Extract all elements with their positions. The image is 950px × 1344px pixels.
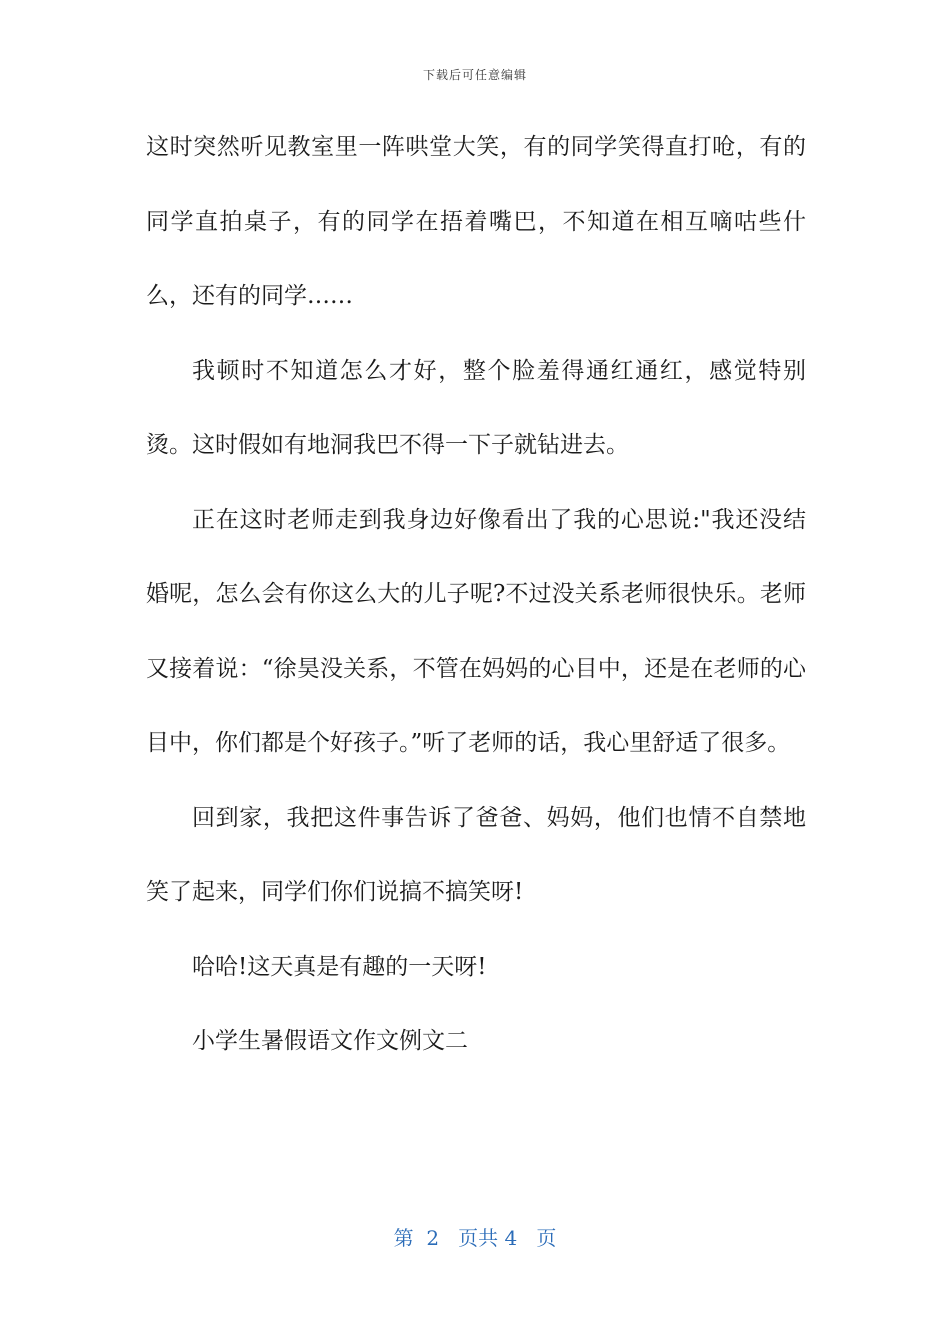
- page-header: 下载后可任意编辑: [422, 68, 527, 82]
- paragraph-6: 小学生暑假语文作文例文二: [192, 1028, 468, 1054]
- paragraph-1: 这时突然听见教室里一阵哄堂大笑，有的同学笑得直打呛，有的同学直拍桌子，有的同学在捂着嘴巴，不知道在相互嘀咕些什么，还有的同学……: [146, 134, 806, 309]
- page-number: 第 2 页共 4 页: [393, 1226, 557, 1250]
- paragraph-4: 回到家，我把这件事告诉了爸爸、妈妈，他们也情不自禁地笑了起来，同学们你们说搞不搞笑呀!: [146, 804, 806, 905]
- paragraph-5: 哈哈!这天真是有趣的一天呀!: [192, 953, 487, 980]
- paragraph-3: 正在这时老师走到我身边好像看出了我的心思说:"我还没结婚呢，怎么会有你这么大的儿子呢?不过没关系老师很快乐。老师又接着说：“徐昊没关系，不管在妈妈的心目中，还是在老师的心目中，你们都是个好孩子。”听了老师的话，我心里舒适了很多。: [146, 506, 806, 756]
- document-body: [146, 110, 806, 1079]
- paragraph-2: 我顿时不知道怎么才好，整个脸羞得通红通红，感觉特别烫。这时假如有地洞我巴不得一下子就钻进去。: [146, 357, 806, 458]
